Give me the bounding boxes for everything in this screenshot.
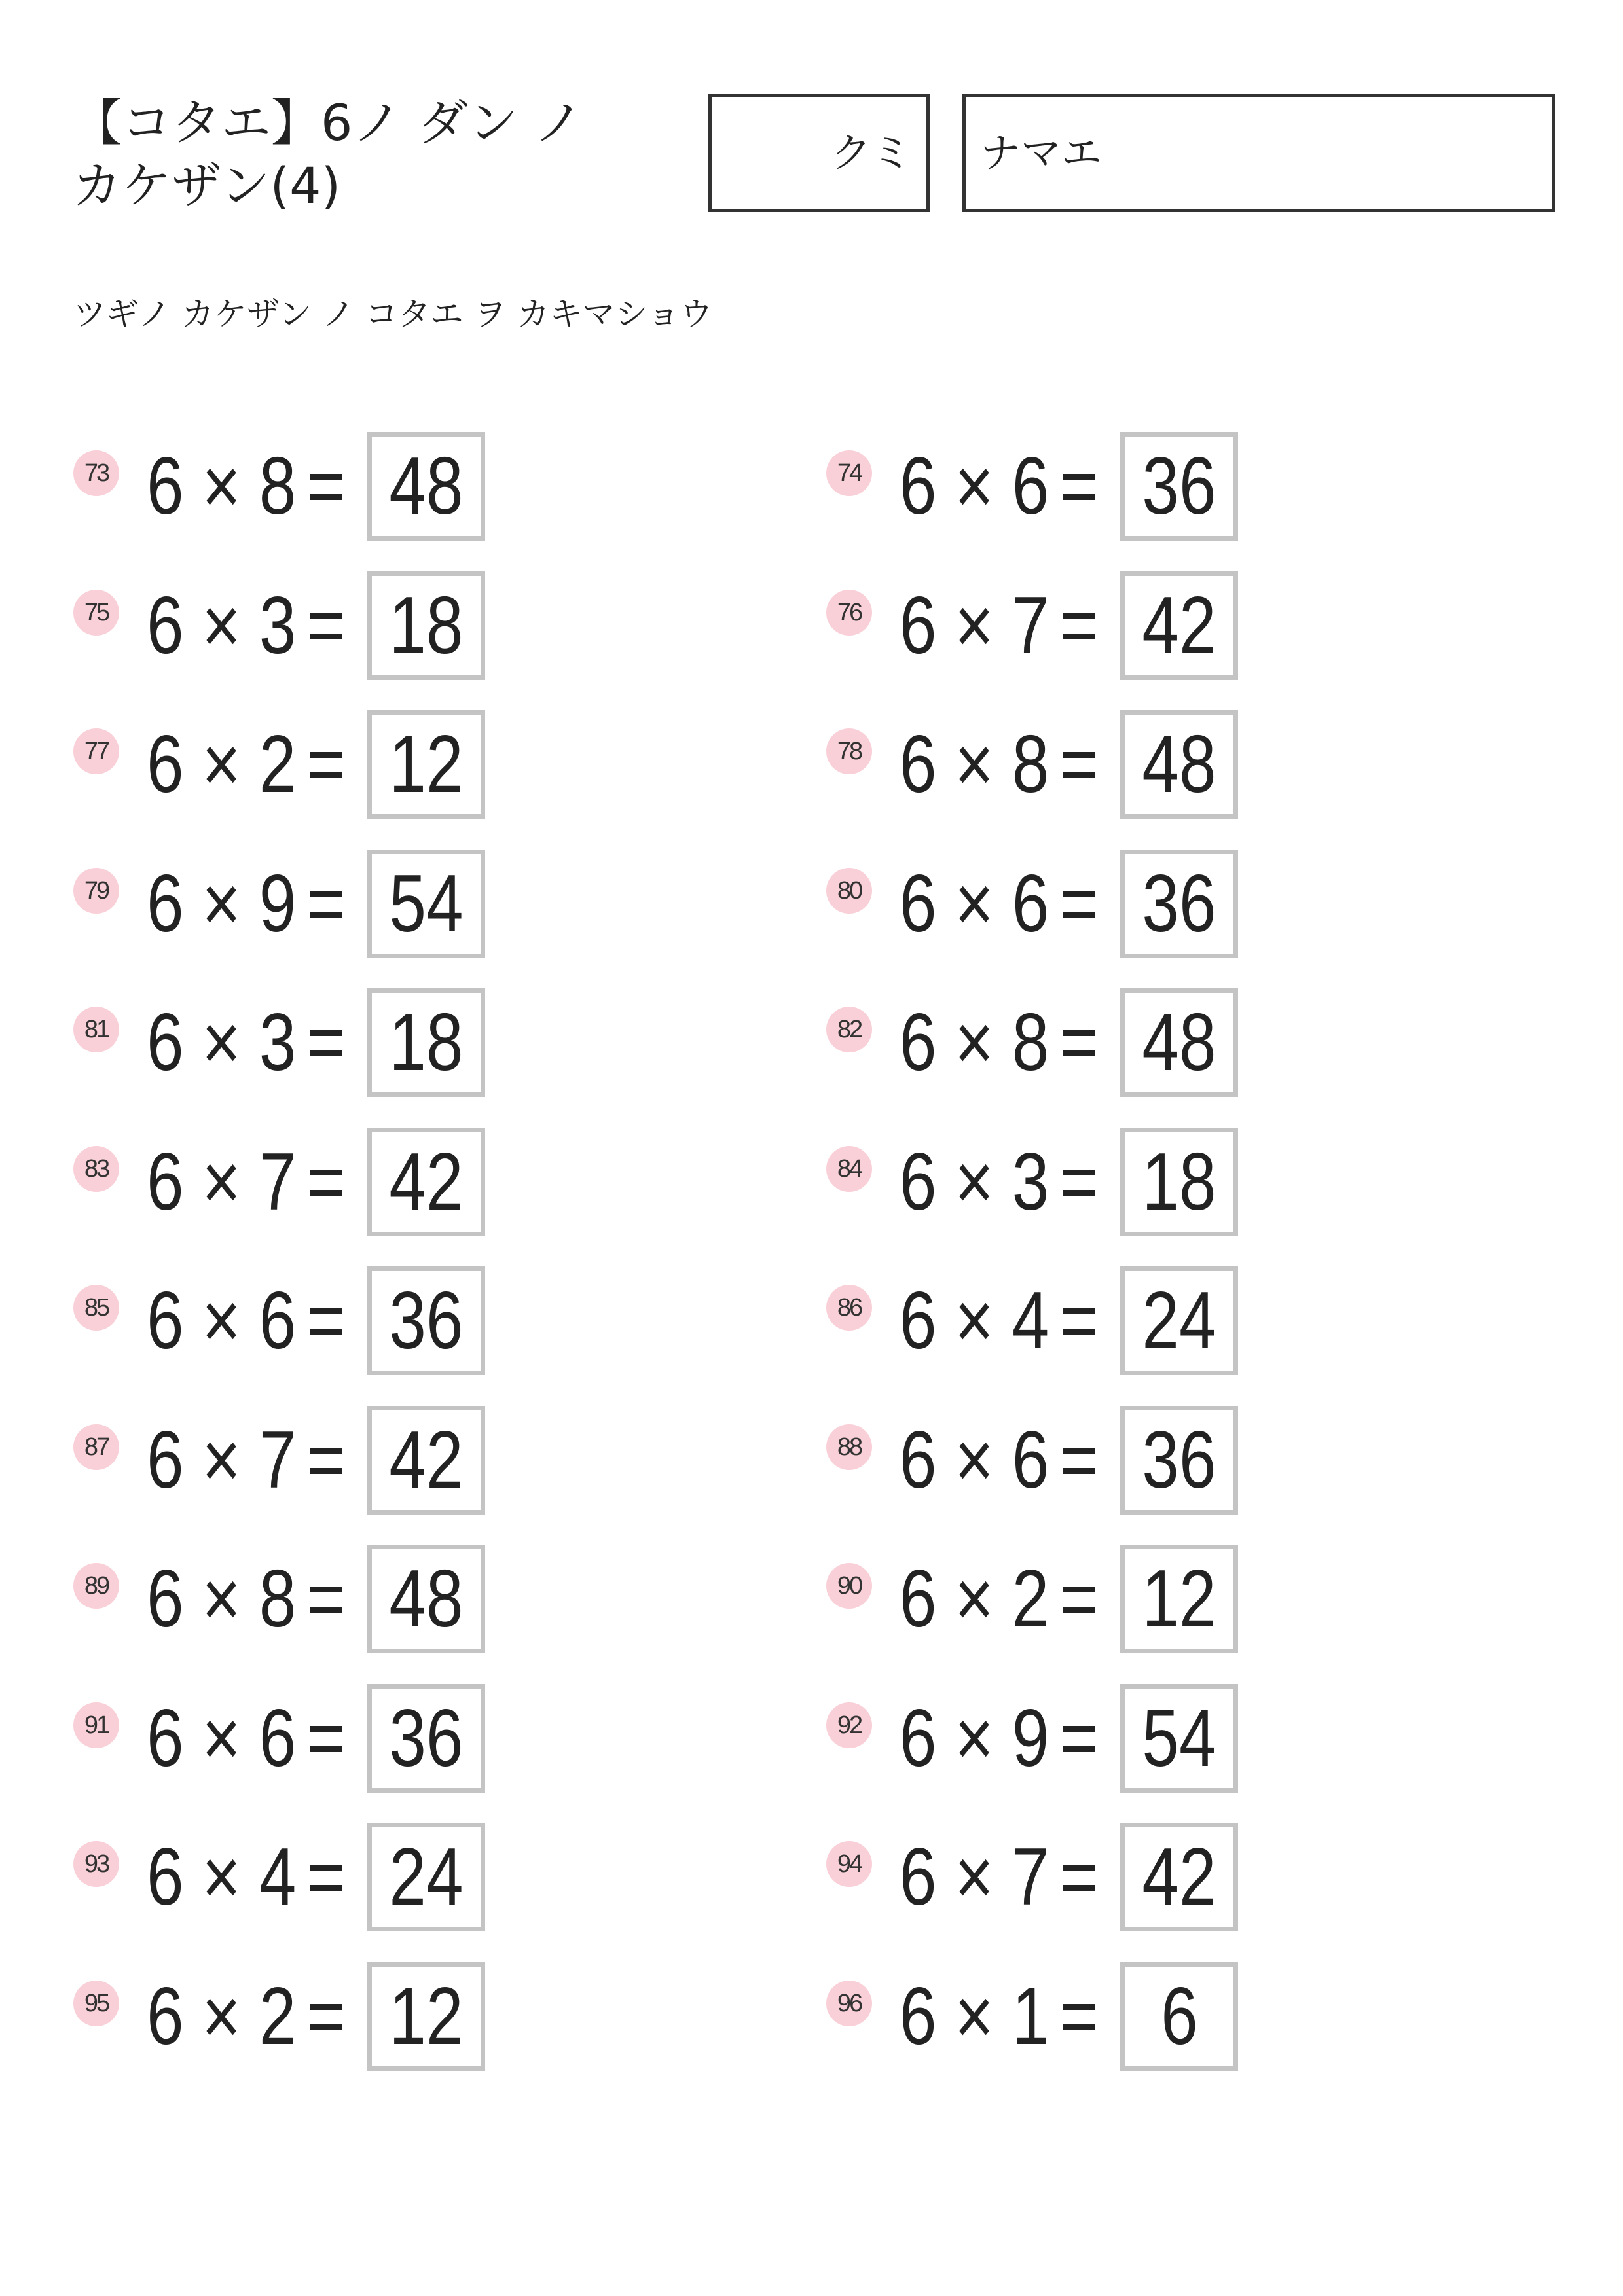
multiplicand: 6 [900, 1136, 937, 1227]
problem-expression [900, 717, 1099, 812]
multiplier: 9 [1012, 1693, 1049, 1784]
multiplicand: 6 [147, 1554, 184, 1644]
answer-value: 36 [1142, 858, 1216, 949]
multiply-sign: × [202, 1136, 241, 1227]
problem-number-badge: 88 [826, 1424, 872, 1470]
multiplier: 8 [1012, 719, 1049, 810]
equals-sign: = [306, 1832, 346, 1922]
answer-value: 48 [1142, 719, 1216, 810]
problem-number-badge: 94 [826, 1841, 872, 1887]
problem-number-badge: 85 [73, 1285, 119, 1331]
problem-item [73, 1962, 663, 2071]
multiply-sign: × [202, 1832, 241, 1922]
answer-value: 54 [1142, 1693, 1216, 1784]
problem-item [826, 988, 1415, 1097]
equals-sign: = [306, 1554, 346, 1644]
answer-box[interactable] [1120, 1406, 1238, 1515]
answer-box[interactable] [1120, 850, 1238, 958]
multiplier: 8 [1012, 997, 1049, 1088]
problem-expression [147, 1691, 346, 1786]
multiply-sign: × [955, 719, 994, 810]
equals-sign: = [1059, 1554, 1099, 1644]
answer-value: 24 [1142, 1276, 1216, 1366]
answer-box[interactable] [367, 571, 485, 680]
answer-box[interactable] [367, 1962, 485, 2071]
answer-value: 6 [1160, 1971, 1198, 2062]
problem-item [826, 571, 1415, 680]
problem-expression [147, 717, 346, 812]
class-label: クミ [830, 129, 912, 177]
multiplicand: 6 [147, 1832, 184, 1922]
answer-value: 36 [389, 1693, 464, 1784]
equals-sign: = [1059, 1832, 1099, 1922]
problem-number-badge: 73 [73, 450, 119, 496]
problem-expression [147, 1829, 346, 1925]
problem-number-badge: 96 [826, 1981, 872, 2026]
equals-sign: = [1059, 997, 1099, 1088]
answer-box[interactable] [367, 1684, 485, 1793]
problem-number-badge: 92 [826, 1702, 872, 1748]
multiply-sign: × [955, 1276, 994, 1366]
problem-expression [147, 578, 346, 673]
problem-expression [900, 1829, 1099, 1925]
multiplier: 7 [259, 1136, 297, 1227]
multiplicand: 6 [900, 1832, 937, 1922]
problem-number-badge: 74 [826, 450, 872, 496]
answer-box[interactable] [1120, 1823, 1238, 1931]
multiply-sign: × [955, 1971, 994, 2062]
answer-box[interactable] [1120, 1266, 1238, 1375]
problem-expression [147, 1134, 346, 1230]
multiplicand: 6 [900, 1554, 937, 1644]
multiplicand: 6 [147, 580, 184, 671]
equals-sign: = [306, 441, 346, 531]
problem-item [826, 850, 1415, 958]
multiplier: 6 [1012, 858, 1049, 949]
equals-sign: = [1059, 1276, 1099, 1366]
multiply-sign: × [202, 858, 241, 949]
name-field[interactable] [962, 94, 1555, 212]
answer-value: 18 [1142, 1136, 1216, 1227]
problem-number-badge: 78 [826, 728, 872, 774]
multiplier: 6 [1012, 441, 1049, 531]
answer-value: 24 [389, 1832, 464, 1922]
problem-item [826, 710, 1415, 819]
problem-number-badge: 86 [826, 1285, 872, 1331]
answer-box[interactable] [1120, 1962, 1238, 2071]
problem-item [73, 1266, 663, 1375]
multiplicand: 6 [900, 997, 937, 1088]
problem-number-badge: 82 [826, 1007, 872, 1052]
multiplier: 6 [1012, 1414, 1049, 1505]
answer-value: 42 [1142, 1832, 1216, 1922]
multiplicand: 6 [147, 719, 184, 810]
equals-sign: = [1059, 719, 1099, 810]
class-field[interactable] [708, 94, 930, 212]
equals-sign: = [306, 1971, 346, 2062]
multiplier: 3 [259, 580, 297, 671]
problem-item [73, 1684, 663, 1793]
problem-item [73, 1823, 663, 1931]
answer-box[interactable] [1120, 571, 1238, 680]
multiplicand: 6 [900, 441, 937, 531]
multiplier: 2 [1012, 1554, 1049, 1644]
multiplicand: 6 [147, 1971, 184, 2062]
multiply-sign: × [955, 580, 994, 671]
multiplier: 9 [259, 858, 297, 949]
problem-number-badge: 76 [826, 590, 872, 636]
answer-value: 12 [1142, 1554, 1216, 1644]
answer-box[interactable] [1120, 1128, 1238, 1236]
problem-item [826, 432, 1415, 541]
multiplier: 1 [1012, 1971, 1049, 2062]
problem-item [826, 1962, 1415, 2071]
problem-number-badge: 91 [73, 1702, 119, 1748]
multiplier: 4 [259, 1832, 297, 1922]
problem-expression [147, 1969, 346, 2064]
multiply-sign: × [955, 997, 994, 1088]
answer-box[interactable] [367, 850, 485, 958]
equals-sign: = [1059, 1693, 1099, 1784]
answer-box[interactable] [367, 1128, 485, 1236]
problem-expression [900, 856, 1099, 952]
problem-expression [900, 1691, 1099, 1786]
problem-expression [900, 1412, 1099, 1508]
multiply-sign: × [202, 997, 241, 1088]
problem-item [826, 1266, 1415, 1375]
problem-item [826, 1545, 1415, 1653]
multiply-sign: × [202, 719, 241, 810]
answer-box[interactable] [1120, 432, 1238, 541]
problem-item [73, 571, 663, 680]
answer-box[interactable] [1120, 988, 1238, 1097]
problem-number-badge: 80 [826, 868, 872, 914]
problem-item [73, 432, 663, 541]
answer-box[interactable] [367, 710, 485, 819]
answer-box[interactable] [367, 1406, 485, 1515]
multiplier: 2 [259, 719, 297, 810]
multiplicand: 6 [900, 1414, 937, 1505]
multiplicand: 6 [147, 1276, 184, 1366]
multiplicand: 6 [147, 858, 184, 949]
problem-number-badge: 79 [73, 868, 119, 914]
problem-expression [900, 1134, 1099, 1230]
multiply-sign: × [955, 1136, 994, 1227]
problem-item [826, 1823, 1415, 1931]
multiply-sign: × [955, 1414, 994, 1505]
multiplicand: 6 [900, 580, 937, 671]
problem-item [826, 1406, 1415, 1515]
answer-value: 18 [389, 997, 464, 1088]
problem-number-badge: 93 [73, 1841, 119, 1887]
multiplier: 7 [259, 1414, 297, 1505]
equals-sign: = [1059, 1136, 1099, 1227]
problem-item [73, 1545, 663, 1653]
multiply-sign: × [955, 441, 994, 531]
multiplier: 7 [1012, 580, 1049, 671]
problem-expression [900, 995, 1099, 1090]
multiplier: 7 [1012, 1832, 1049, 1922]
equals-sign: = [306, 1276, 346, 1366]
equals-sign: = [1059, 580, 1099, 671]
answer-box[interactable] [367, 432, 485, 541]
answer-box[interactable] [367, 1545, 485, 1653]
equals-sign: = [306, 719, 346, 810]
multiplier: 8 [259, 1554, 297, 1644]
multiplicand: 6 [147, 1414, 184, 1505]
equals-sign: = [1059, 858, 1099, 949]
problem-number-badge: 89 [73, 1563, 119, 1609]
multiplicand: 6 [147, 1693, 184, 1784]
equals-sign: = [1059, 1414, 1099, 1505]
answer-box[interactable] [1120, 710, 1238, 819]
problem-item [73, 850, 663, 958]
answer-value: 42 [1142, 580, 1216, 671]
multiply-sign: × [955, 1554, 994, 1644]
multiplicand: 6 [900, 1276, 937, 1366]
multiplicand: 6 [900, 719, 937, 810]
problem-expression [147, 439, 346, 534]
answer-box[interactable] [367, 1823, 485, 1931]
title-line-1: 【コタエ】6ノ ダン ノ [72, 94, 584, 152]
problem-number-badge: 81 [73, 1007, 119, 1052]
multiply-sign: × [202, 1693, 241, 1784]
answer-value: 42 [389, 1136, 464, 1227]
equals-sign: = [1059, 441, 1099, 531]
problem-item [826, 1128, 1415, 1236]
equals-sign: = [306, 1414, 346, 1505]
equals-sign: = [306, 1136, 346, 1227]
title-line-2: カケザン(4) [72, 156, 341, 215]
answer-value: 12 [389, 719, 464, 810]
answer-value: 48 [1142, 997, 1216, 1088]
problem-expression [900, 439, 1099, 534]
problem-item [73, 1406, 663, 1515]
problem-number-badge: 75 [73, 590, 119, 636]
multiplier: 6 [259, 1693, 297, 1784]
answer-box[interactable] [1120, 1684, 1238, 1793]
multiplier: 2 [259, 1971, 297, 2062]
multiplicand: 6 [900, 1693, 937, 1784]
multiplier: 4 [1012, 1276, 1049, 1366]
multiplier: 3 [259, 997, 297, 1088]
multiply-sign: × [202, 580, 241, 671]
answer-value: 18 [389, 580, 464, 671]
problem-number-badge: 83 [73, 1146, 119, 1192]
problem-number-badge: 77 [73, 728, 119, 774]
multiplicand: 6 [900, 1971, 937, 2062]
problem-item [73, 710, 663, 819]
multiply-sign: × [202, 1414, 241, 1505]
answer-value: 48 [389, 441, 464, 531]
answer-value: 36 [1142, 1414, 1216, 1505]
multiply-sign: × [955, 858, 994, 949]
problem-expression [147, 1273, 346, 1369]
answer-value: 54 [389, 858, 464, 949]
multiplicand: 6 [147, 441, 184, 531]
equals-sign: = [306, 1693, 346, 1784]
answer-value: 42 [389, 1414, 464, 1505]
name-label: ナマエ [980, 129, 1103, 177]
problem-expression [147, 856, 346, 952]
problem-expression [900, 1273, 1099, 1369]
multiply-sign: × [955, 1832, 994, 1922]
problem-number-badge: 84 [826, 1146, 872, 1192]
problem-expression [147, 1412, 346, 1508]
problem-number-badge: 87 [73, 1424, 119, 1470]
problem-expression [900, 1551, 1099, 1647]
multiplier: 3 [1012, 1136, 1049, 1227]
answer-box[interactable] [1120, 1545, 1238, 1653]
instruction-text: ツギノ カケザン ノ コタエ ヲ カキマショウ [73, 295, 713, 333]
multiply-sign: × [202, 441, 241, 531]
problem-number-badge: 95 [73, 1981, 119, 2026]
problem-item [73, 988, 663, 1097]
problem-number-badge: 90 [826, 1563, 872, 1609]
multiply-sign: × [202, 1276, 241, 1366]
answer-value: 36 [389, 1276, 464, 1366]
equals-sign: = [1059, 1971, 1099, 2062]
equals-sign: = [306, 858, 346, 949]
equals-sign: = [306, 580, 346, 671]
answer-box[interactable] [367, 1266, 485, 1375]
problem-item [826, 1684, 1415, 1793]
worksheet-title [72, 92, 661, 217]
answer-box[interactable] [367, 988, 485, 1097]
problem-expression [147, 1551, 346, 1647]
equals-sign: = [306, 997, 346, 1088]
multiplier: 8 [259, 441, 297, 531]
multiply-sign: × [202, 1554, 241, 1644]
multiplier: 6 [259, 1276, 297, 1366]
problem-expression [900, 578, 1099, 673]
multiply-sign: × [955, 1693, 994, 1784]
problem-expression [900, 1969, 1099, 2064]
multiply-sign: × [202, 1971, 241, 2062]
multiplicand: 6 [147, 997, 184, 1088]
problem-item [73, 1128, 663, 1236]
multiplicand: 6 [147, 1136, 184, 1227]
problem-expression [147, 995, 346, 1090]
multiplicand: 6 [900, 858, 937, 949]
answer-value: 12 [389, 1971, 464, 2062]
answer-value: 48 [389, 1554, 464, 1644]
answer-value: 36 [1142, 441, 1216, 531]
